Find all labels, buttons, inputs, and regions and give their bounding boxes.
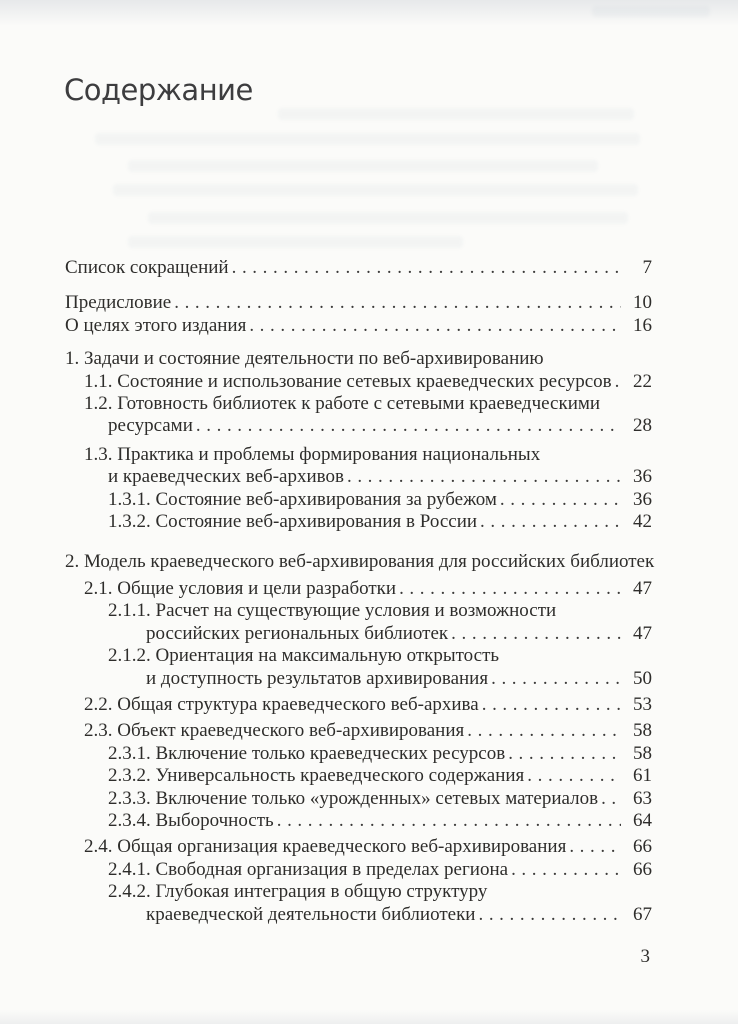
dot-leader	[479, 694, 621, 716]
toc-entry	[65, 415, 652, 437]
toc-entry-page: 36	[633, 466, 652, 488]
toc-entry	[65, 371, 652, 393]
dot-leader	[464, 720, 621, 742]
toc-entry-page: 47	[633, 577, 652, 599]
toc-entry	[65, 348, 652, 370]
toc-entry-page: 58	[633, 742, 652, 764]
bleed-through-text	[113, 184, 638, 196]
toc-entry	[65, 694, 652, 716]
toc-entry-text: 2.1. Общие условия и цели разработки	[84, 577, 397, 599]
toc-entry	[65, 720, 652, 742]
toc-entry-text: и краеведческих веб-архивов	[108, 466, 344, 488]
dot-leader	[566, 836, 621, 858]
toc-entry-page: 67	[633, 903, 652, 925]
page-number: 3	[640, 946, 650, 967]
toc-entry	[65, 393, 652, 415]
toc-entry-text: 1.3. Практика и проблемы формирования национальных	[84, 443, 541, 465]
toc-entry-text: краеведческой деятельности библиотеки	[146, 903, 476, 925]
toc-entry	[65, 623, 652, 645]
toc-entry-text: и доступность результатов архивирования	[146, 667, 489, 689]
dot-leader	[508, 859, 621, 881]
toc-entry-page: 58	[633, 720, 652, 742]
bleed-through-text	[128, 160, 598, 172]
toc-entry-page: 10	[633, 292, 652, 314]
dot-leader	[396, 578, 621, 600]
toc-entry-page: 47	[633, 622, 652, 644]
toc-entry-text: 2.4.2. Глубокая интеграция в общую структуру	[108, 881, 488, 903]
dot-leader	[524, 765, 621, 787]
toc-entry-text: 2.3.3. Включение только «урожденных» сетевых материалов	[108, 787, 599, 809]
toc-entry	[65, 444, 652, 466]
toc-entry	[65, 578, 652, 600]
toc-entry	[65, 788, 652, 810]
toc-entry	[65, 645, 652, 667]
toc-entry-page: 63	[633, 787, 652, 809]
dot-leader	[612, 371, 621, 393]
dot-leader	[344, 466, 621, 488]
toc-entry-page: 61	[633, 765, 652, 787]
toc-entry	[65, 511, 652, 533]
dot-leader	[477, 511, 621, 533]
toc-entry-text: О целях этого издания	[65, 314, 247, 336]
bleed-through-text	[128, 236, 463, 248]
toc-entry-text: российских региональных библиотек	[146, 622, 449, 644]
toc-entry	[65, 836, 652, 858]
toc-entry-page: 50	[633, 667, 652, 689]
toc-entry-text: Предисловие	[65, 292, 172, 314]
bleed-through-text	[592, 6, 710, 17]
toc-entry-text: 1.2. Готовность библиотек к работе с сетевыми краеведческими	[84, 393, 601, 415]
toc-entry	[65, 859, 652, 881]
toc-entry-page: 53	[633, 693, 652, 715]
toc-entry	[65, 904, 652, 926]
dot-leader	[488, 668, 621, 690]
dot-leader	[274, 810, 621, 832]
page-title: Содержание	[64, 73, 253, 107]
toc-entry-text: 2.1.1. Расчет на существующие условия и возможности	[108, 600, 557, 622]
toc-entry	[65, 315, 652, 337]
toc-entry	[65, 668, 652, 690]
toc-entry-text: 2.3.1. Включение только краеведческих ресурсов	[108, 742, 506, 764]
toc-entry-text: ресурсами	[108, 415, 193, 437]
toc-entry-page: 64	[633, 809, 652, 831]
toc-entry-page: 42	[633, 511, 652, 533]
toc-entry-text: Список сокращений	[65, 257, 229, 278]
toc-entry	[65, 765, 652, 787]
toc-entry	[65, 466, 652, 488]
toc-entry-text: 2.4.1. Свободная организация в пределах региона	[108, 858, 509, 880]
dot-leader	[497, 489, 621, 511]
toc-entry	[65, 551, 655, 573]
bleed-through-text	[95, 133, 640, 145]
toc-entry-text: 2. Модель краеведческого веб-архивирования для российских библиотек	[65, 551, 655, 573]
toc-entry-text: 2.1.2. Ориентация на максимальную открытость	[108, 645, 500, 667]
toc-entry	[65, 600, 652, 622]
toc-entry-page: 28	[633, 415, 652, 437]
toc-list	[65, 257, 655, 926]
toc-entry-text: 2.3.4. Выборочность	[108, 809, 274, 831]
toc-entry-page: 66	[633, 836, 652, 858]
dot-leader	[598, 788, 621, 810]
dot-leader	[229, 257, 621, 279]
dot-leader	[171, 292, 621, 314]
toc-entry-page: 66	[633, 858, 652, 880]
toc-entry-text: 1.1. Состояние и использование сетевых краеведческих ресурсов	[84, 370, 612, 392]
dot-leader	[475, 904, 621, 926]
toc-entry-text: 1.3.2. Состояние веб-архивирования в России	[108, 511, 478, 533]
dot-leader	[193, 415, 621, 437]
toc-entry	[65, 881, 652, 903]
toc-entry-page: 16	[633, 314, 652, 336]
toc-entry	[65, 810, 652, 832]
toc-entry-text: 2.3.2. Универсальность краеведческого содержания	[108, 765, 525, 787]
toc-entry-page: 7	[642, 257, 652, 278]
toc-entry-text: 1.3.1. Состояние веб-архивирования за рубежом	[108, 488, 497, 510]
toc-entry	[65, 489, 652, 511]
toc-entry	[65, 257, 652, 279]
toc-entry-page: 22	[633, 370, 652, 392]
bleed-through-text	[278, 108, 634, 120]
dot-leader	[505, 743, 621, 765]
toc-entry	[65, 292, 652, 314]
bleed-through-text	[148, 212, 628, 224]
toc-entry-page: 36	[633, 488, 652, 510]
toc-entry-text: 2.4. Общая организация краеведческого веб-архивирования	[84, 836, 567, 858]
toc-entry-text: 2.2. Общая структура краеведческого веб-архива	[84, 693, 479, 715]
toc-entry	[65, 743, 652, 765]
dot-leader	[448, 623, 621, 645]
toc-entry-text: 2.3. Объект краеведческого веб-архивирования	[84, 720, 465, 742]
toc-entry-text: 1. Задачи и состояние деятельности по веб-архивированию	[65, 348, 544, 370]
dot-leader	[246, 315, 621, 337]
